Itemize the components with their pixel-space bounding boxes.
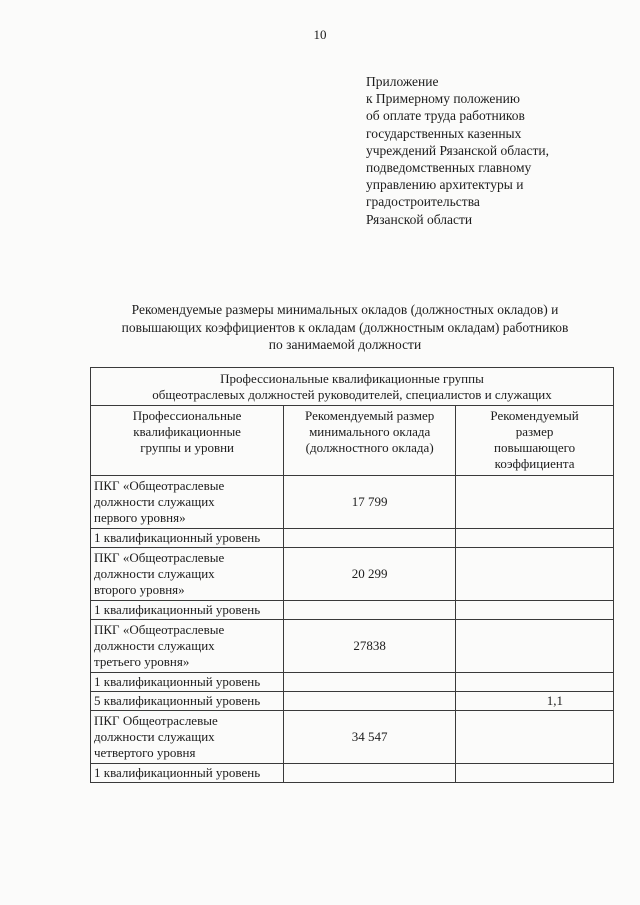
table-row-group bbox=[91, 711, 614, 764]
column-header-line: повышающего bbox=[494, 440, 576, 455]
column-header-line: Рекомендуемый размер bbox=[305, 408, 435, 423]
page-number: 10 bbox=[313, 27, 327, 42]
group-name-line: ПКГ Общеотраслевые bbox=[94, 713, 218, 728]
column-header-coefficient bbox=[456, 406, 614, 476]
table-column-header-row bbox=[91, 406, 614, 476]
appendix-note bbox=[366, 73, 616, 228]
group-name-line: третьего уровня» bbox=[94, 654, 190, 669]
group-name-cell bbox=[91, 548, 284, 601]
group-name-line: ПКГ «Общеотраслевые bbox=[94, 550, 225, 565]
salary-cell: 20 299 bbox=[284, 548, 456, 601]
salary-cell: 34 547 bbox=[284, 711, 456, 764]
level-coefficient-cell: 1,1 bbox=[456, 692, 614, 711]
table-row-level bbox=[91, 764, 614, 783]
column-header-line: размер bbox=[515, 424, 554, 439]
appendix-line: учреждений Рязанской области, bbox=[366, 142, 549, 158]
group-header-line: Профессиональные квалификационные группы bbox=[220, 371, 484, 386]
coefficient-cell bbox=[456, 548, 614, 601]
salary-cell: 17 799 bbox=[284, 476, 456, 529]
table-row-level bbox=[91, 692, 614, 711]
group-header-line: общеотраслевых должностей руководителей, специалистов и служащих bbox=[152, 386, 552, 402]
column-header-salary bbox=[284, 406, 456, 476]
title-line: Рекомендуемые размеры минимальных окладов (должностных окладов) и bbox=[131, 302, 559, 317]
table-row-group bbox=[91, 620, 614, 673]
level-name-cell: 1 квалификационный уровень bbox=[91, 601, 284, 620]
column-header-line: минимального оклада bbox=[309, 424, 431, 439]
level-salary-cell bbox=[284, 529, 456, 548]
group-name-cell bbox=[91, 620, 284, 673]
group-name-line: должности служащих bbox=[94, 638, 215, 653]
level-coefficient-cell bbox=[456, 529, 614, 548]
group-name-line: должности служащих bbox=[94, 729, 215, 744]
group-name-line: четвертого уровня bbox=[94, 745, 196, 760]
appendix-line: государственных казенных bbox=[366, 125, 522, 141]
table-group-header bbox=[91, 368, 614, 406]
column-header-line: группы и уровни bbox=[140, 440, 235, 455]
appendix-line: об оплате труда работников bbox=[366, 108, 525, 124]
level-coefficient-cell bbox=[456, 673, 614, 692]
document-title bbox=[80, 301, 610, 354]
coefficient-cell bbox=[456, 711, 614, 764]
level-coefficient-cell bbox=[456, 764, 614, 783]
level-salary-cell bbox=[284, 673, 456, 692]
group-name-line: второго уровня» bbox=[94, 582, 185, 597]
appendix-line: к Примерному положению bbox=[366, 91, 520, 107]
column-header-line: Профессиональные bbox=[132, 408, 242, 423]
level-name-cell: 1 квалификационный уровень bbox=[91, 529, 284, 548]
appendix-line: управлению архитектуры и bbox=[366, 177, 524, 193]
title-line: по занимаемой должности bbox=[268, 337, 422, 352]
level-salary-cell bbox=[284, 692, 456, 711]
level-name-cell: 1 квалификационный уровень bbox=[91, 764, 284, 783]
coefficient-cell bbox=[456, 476, 614, 529]
table-group-header-row bbox=[91, 368, 614, 406]
salary-cell: 27838 bbox=[284, 620, 456, 673]
column-header-line: (должностного оклада) bbox=[305, 440, 434, 455]
level-name-cell: 5 квалификационный уровень bbox=[91, 692, 284, 711]
table-row-level bbox=[91, 529, 614, 548]
appendix-line: Рязанской области bbox=[366, 211, 473, 227]
level-salary-cell bbox=[284, 601, 456, 620]
appendix-line: Приложение bbox=[366, 74, 439, 89]
column-header-groups bbox=[91, 406, 284, 476]
group-name-line: ПКГ «Общеотраслевые bbox=[94, 478, 225, 493]
group-name-cell bbox=[91, 711, 284, 764]
group-name-line: должности служащих bbox=[94, 566, 215, 581]
coefficient-cell bbox=[456, 620, 614, 673]
group-name-cell bbox=[91, 476, 284, 529]
table-row-group bbox=[91, 548, 614, 601]
table-row-level bbox=[91, 601, 614, 620]
column-header-line: квалификационные bbox=[133, 424, 241, 439]
appendix-line: градостроительства bbox=[366, 194, 480, 210]
group-name-line: ПКГ «Общеотраслевые bbox=[94, 622, 225, 637]
title-line: повышающих коэффициентов к окладам (должностным окладам) работников bbox=[121, 319, 569, 335]
salary-table bbox=[90, 367, 614, 783]
table-row-group bbox=[91, 476, 614, 529]
level-salary-cell bbox=[284, 764, 456, 783]
appendix-line: подведомственных главному bbox=[366, 160, 532, 176]
column-header-line: Рекомендуемый bbox=[490, 408, 579, 423]
group-name-line: должности служащих bbox=[94, 494, 215, 509]
group-name-line: первого уровня» bbox=[94, 510, 186, 525]
level-name-cell: 1 квалификационный уровень bbox=[91, 673, 284, 692]
column-header-line: коэффициента bbox=[494, 456, 575, 471]
level-coefficient-cell bbox=[456, 601, 614, 620]
table-row-level bbox=[91, 673, 614, 692]
